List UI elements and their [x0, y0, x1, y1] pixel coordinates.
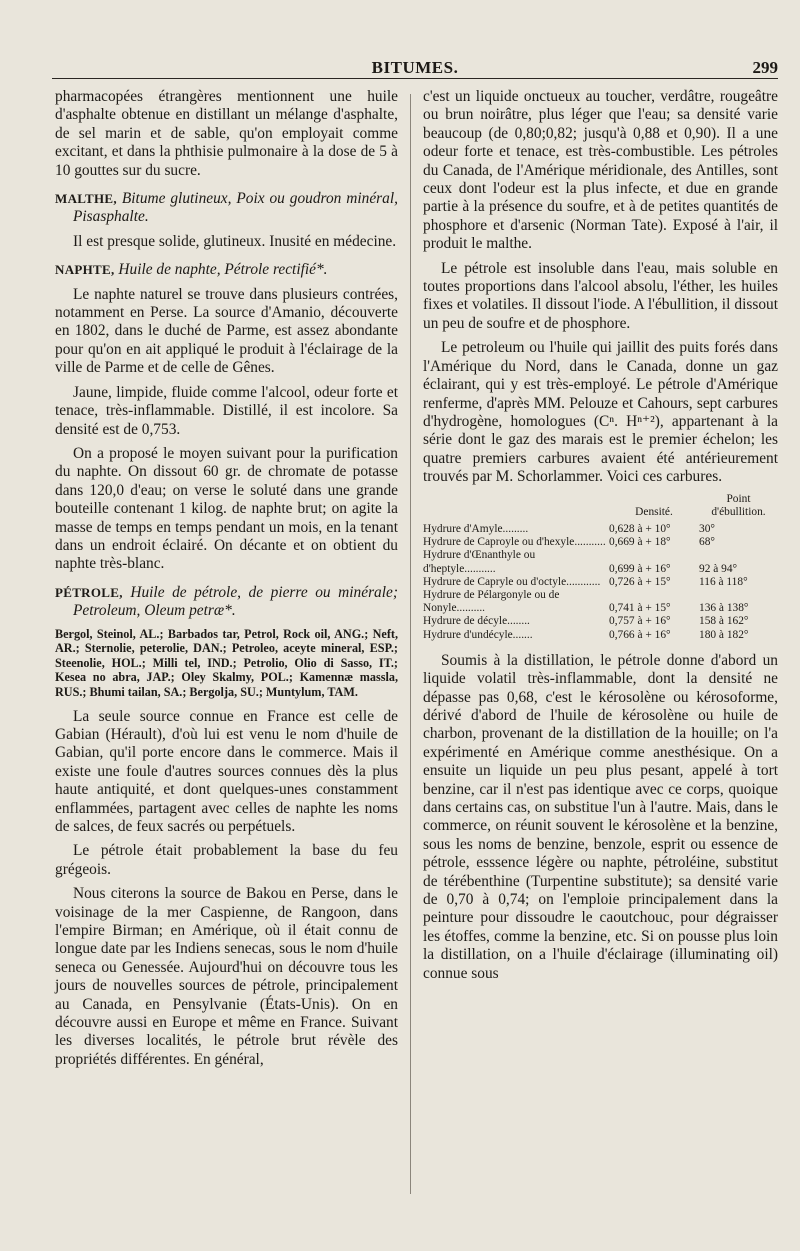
cell-name: Hydrure de Capryle ou d'octyle............ [423, 575, 601, 588]
cell-name: Hydrure de Pélargonyle ou de Nonyle.......... [423, 588, 560, 615]
entry-naphte [55, 261, 398, 279]
header-boiling-line1: Point [726, 492, 751, 505]
cell-boiling: 92 à 94° [699, 562, 738, 575]
cell-density: 0,726 à + 15° [609, 575, 671, 588]
page-header [52, 40, 778, 79]
paragraph: La seule source connue en France est celle de Gabian (Hérault), d'où lui est venu le nom d'huile de Gabian, qu'il porte encore dans le commerce. Mais il existe une foule d'autres sources connues dès la plus haute antiquité, et dont quelques-unes constamment enflammées, partagent avec celles de naphte les noms de salces, de feux sacrés ou perpétuels. [55, 707, 398, 835]
header-blank [423, 493, 609, 523]
entry-synonyms: Huile de pétrole, de pierre ou minérale; Petroleum, Oleum petræ*. [73, 583, 398, 620]
table-row [423, 536, 778, 549]
cell-density: 0,699 à + 16° [609, 562, 671, 575]
entry-term: PÉTROLE, [55, 584, 123, 600]
left-column [55, 88, 398, 1075]
carbures-table [423, 493, 778, 642]
paragraph: Le naphte naturel se trouve dans plusieurs contrées, notamment en Perse. La source d'Amanio, découverte en 1802, dans le duché de Parme, est assez abondante pour qu'on en ait appliqué le produit à l'éclairage de la ville de Parme et de celle de Gênes. [55, 285, 398, 377]
table-row [423, 615, 778, 628]
entry-term: NAPHTE, [55, 262, 115, 278]
cell-name: Hydrure d'Amyle......... [423, 522, 529, 535]
column-divider [410, 94, 411, 1194]
header-boiling [699, 493, 778, 523]
cell-boiling: 158 à 162° [699, 615, 749, 628]
foreign-names: Bergol, Steinol, AL.; Barbados tar, Petrol, Rock oil, ANG.; Neft, AR.; Sternolie, peterolie, DAN.; Petroleo, aceyte mineral, ESP.; Steenolie, HOL.; Milli tel, IND.; Petrolio, Olio di Sasso, IT.; Kesea no abra, JAP.; Oley Skalmy, POL.; Kamennæ massla, RUS.; Bhumi tailan, SA.; Bergolja, SU.; Muntylum, TAM. [55, 626, 398, 699]
paragraph: c'est un liquide onctueux au toucher, verdâtre, rougeâtre ou brun noirâtre, plus léger que l'eau; sa densité varie beaucoup (de 0,80;0,82; jusqu'à 0,88 et 0,90). Il a une odeur forte et tenace, est très-combustible. Les pétroles du Canada, de l'Amérique méridionale, des Antilles, sont ceux dont l'odeur est la plus infecte, et due en grande partie à la présence du soufre, et à de petites quantités de phosphore et d'arsenic (Norman Tate). Exposé à l'air, il produit le malthe. [423, 88, 778, 253]
paragraph: Jaune, limpide, fluide comme l'alcool, odeur forte et tenace, très-inflammable. Distillé, il est incolore. Sa densité est de 0,753. [55, 383, 398, 438]
cell-boiling: 116 à 118° [699, 575, 748, 588]
entry-synonyms: Bitume glutineux, Poix ou goudron minéral, Pisasphalte. [73, 190, 398, 226]
entry-petrole [55, 584, 398, 621]
paragraph: Le petroleum ou l'huile qui jaillit des puits forés dans l'Amérique du Nord, dans le Canada, donne un gaz éclairant, qui y est très-employé. Le pétrole d'Amérique renferme, d'après MM. Pelouze et Cahours, sept carbures d'hydrogène, homologues (Cⁿ. Hⁿ⁺²), appartenant à la série dont le gaz des marais est le premier échelon; les quatre premiers carbures avaient été antérieurement trouvés par M. Schorlammer. Voici ces carbures. [423, 339, 778, 486]
page-number: 299 [752, 58, 778, 77]
cell-boiling: 136 à 138° [699, 602, 749, 615]
table-row [423, 589, 778, 615]
table-row [423, 629, 778, 642]
cell-name: Hydrure d'undécyle....... [423, 628, 533, 641]
cell-density: 0,628 à + 10° [609, 522, 671, 535]
paragraph: On a proposé le moyen suivant pour la purification du naphte. On dissout 60 gr. de chromate de potasse dans 120,0 d'eau; on verse le soluté dans une grande bouteille contenant 1 kilog. de naphte brut; on agite la masse de temps en temps pendant un mois, en la tenant dans un endroit éclairé. On décante et on obtient du naphte très-blanc. [55, 444, 398, 573]
paragraph: Soumis à la distillation, le pétrole donne d'abord un liquide volatil très-inflammable, dont la densité ne dépasse pas 0,68, c'est le kérosolène ou kérosoforme, dérivé d'abord de l'huile de kérosolène ou huile de charbon, provenant de la distillation de la houille; on l'a expérimenté en Amérique comme anesthésique. On a ensuite un liquide un peu plus pesant, appelé à tort benzine, car il n'est pas identique avec ce corps, quoique dans certains cas, on substitue l'un à l'autre. Mais, dans le commerce, on réunit souvent le kérosolène et la benzine, sous les noms de benzine, benzole, esprit ou essence de pétrole, esssence légère ou naphte, pétroléine, substitut de térébenthine (Turpentine substitute); sa densité varie de 0,70 à 0,74; on l'emploie principalement dans la peinture pour dissoudre le caoutchouc, pour dégraisser les étoffes, comme la benzine, etc. Si on pousse plus loin la distillation, on a l'huile d'éclairage (illuminating oil) connue sous [423, 651, 778, 982]
paragraph: Le pétrole est insoluble dans l'eau, mais soluble en toutes proportions dans l'alcool absolu, l'éther, les huiles fixes et volatiles. Il dissout l'iode. A l'ébullition, il dissout un peu de soufre et de phosphore. [423, 259, 778, 332]
cell-boiling: 180 à 182° [699, 628, 749, 641]
cell-density: 0,669 à + 18° [609, 536, 671, 549]
cell-name: Hydrure d'Œnanthyle ou d'heptyle........... [423, 549, 536, 575]
cell-name: Hydrure de décyle........ [423, 615, 530, 628]
table-row [423, 549, 778, 575]
paragraph: Nous citerons la source de Bakou en Perse, dans le voisinage de la mer Caspienne, de Rangoon, dans l'empire Birman; en Amérique, où il était connu de longue date par les Indiens senecas, sous le nom d'huile seneca ou Genessée. Aujourd'hui on découvre tous les jours de nouvelles sources de pétrole, principalement au Canada, en Pensylvanie (États-Unis). On en découvre aussi en Europe et même en France. Suivant les diverses localités, le pétrole brut révèle des propriétés différentes. En général, [55, 885, 398, 1068]
cell-density: 0,741 à + 15° [609, 602, 671, 615]
entry-synonyms: Huile de naphte, Pétrole rectifié*. [118, 261, 328, 279]
paragraph: Le pétrole était probablement la base du feu grégeois. [55, 842, 398, 878]
running-head: BITUMES. [371, 58, 459, 77]
table-row [423, 523, 778, 536]
cell-boiling: 30° [699, 522, 715, 535]
table-row [423, 576, 778, 589]
cell-density: 0,757 à + 16° [609, 615, 671, 628]
header-density: Densité. [635, 505, 673, 518]
entry-malthe [55, 190, 398, 227]
cell-boiling: 68° [699, 536, 715, 549]
cell-density: 0,766 à + 16° [609, 628, 671, 641]
paragraph: pharmacopées étrangères mentionnent une huile d'asphalte obtenue en distillant un mélange d'asphalte, de sel marin et de sable, qu'on employait comme excitant, et dans la phthisie pulmonaire à la dose de 5 à 10 gouttes sur du sucre. [55, 88, 398, 179]
table-header-row [423, 493, 778, 523]
paragraph: Il est presque solide, glutineux. Inusité en médecine. [73, 232, 397, 250]
cell-name: Hydrure de Caproyle ou d'hexyle........... [423, 536, 606, 549]
right-column [423, 88, 778, 989]
entry-term: MALTHE, [55, 191, 117, 207]
header-boiling-line2: d'ébullition. [711, 505, 766, 518]
